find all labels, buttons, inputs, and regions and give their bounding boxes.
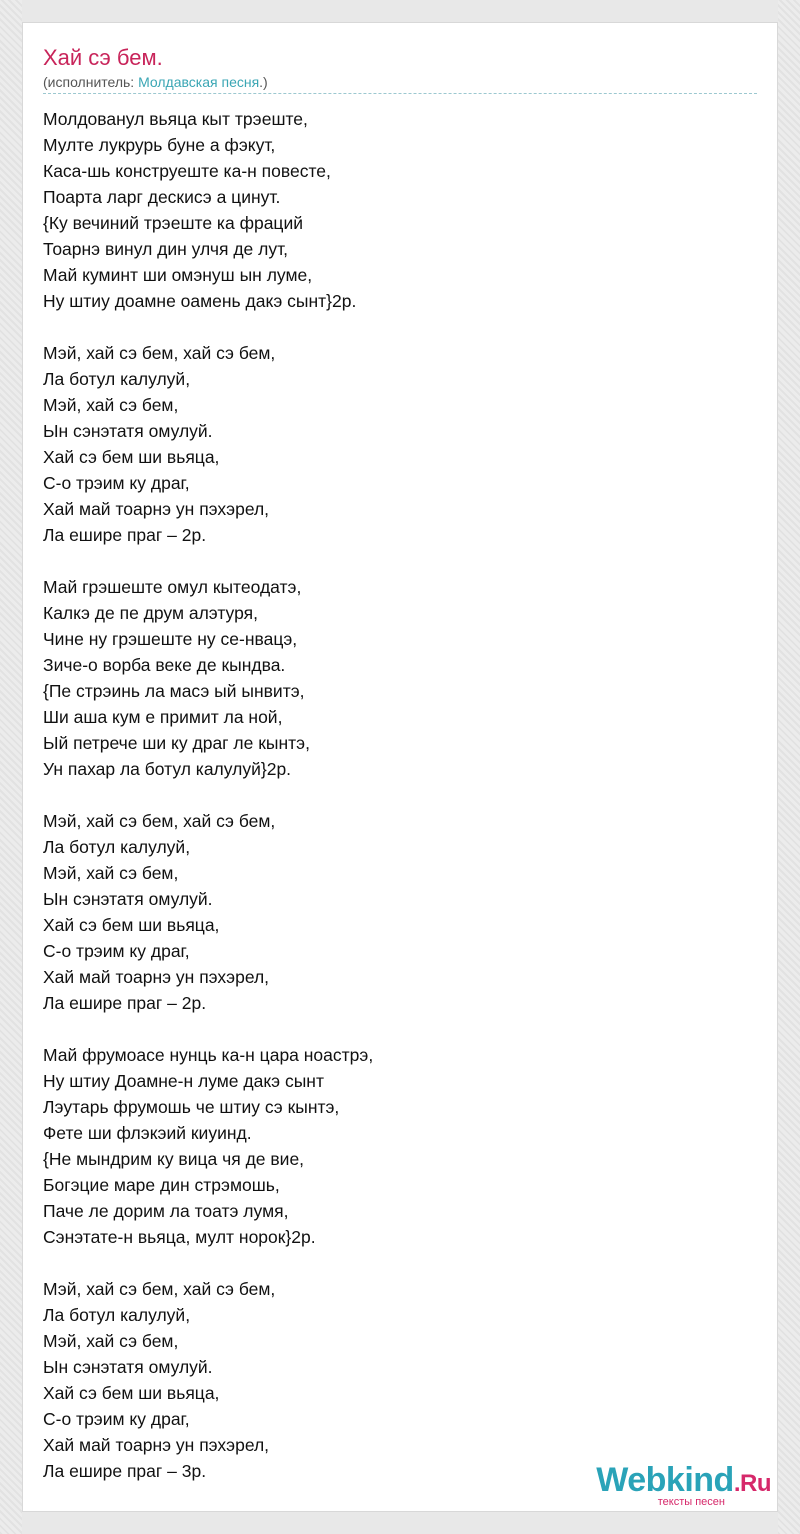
lyric-line: С-о трэим ку драг, xyxy=(43,1409,190,1429)
lyric-line: {Пе стрэинь ла масэ ый ынвитэ, xyxy=(43,681,305,701)
webkind-logo[interactable] xyxy=(571,1460,771,1510)
lyric-line: С-о трэим ку драг, xyxy=(43,941,190,961)
logo-tld: .Ru xyxy=(733,1470,771,1497)
lyric-line: Ла ешире праг – 2р. xyxy=(43,993,207,1013)
lyric-line: Ну штиу доамне оамень дакэ сынт}2р. xyxy=(43,291,357,311)
lyric-line: Ла ешире праг – 3р. xyxy=(43,1461,207,1481)
lyric-line: Ын сэнэтатя омулуй. xyxy=(43,421,213,441)
lyric-line: Паче ле дорим ла тоатэ лумя, xyxy=(43,1201,289,1221)
page-background-left xyxy=(0,0,22,1534)
lyric-line: Мэй, хай сэ бем, xyxy=(43,863,179,883)
lyric-line: Молдованул вьяца кыт трэеште, xyxy=(43,109,308,129)
lyric-line: Ын сэнэтатя омулуй. xyxy=(43,889,213,909)
lyric-line: Ун пахар ла ботул калулуй}2р. xyxy=(43,759,292,779)
stanza-gap xyxy=(43,314,743,340)
lyric-line: Лэутарь фрумошь че штиу сэ кынтэ, xyxy=(43,1097,340,1117)
song-title: Хай сэ бем. xyxy=(43,45,163,70)
lyric-line: Ла ешире праг – 2р. xyxy=(43,525,207,545)
header-divider xyxy=(43,93,757,94)
performer-prefix: (исполнитель: xyxy=(43,74,139,90)
lyric-line: Калкэ де пе друм алэтуря, xyxy=(43,603,258,623)
stanza-gap xyxy=(43,1250,743,1276)
lyric-line: Каса-шь конструеште ка-н повесте, xyxy=(43,161,331,181)
lyric-line: Хай сэ бем ши вьяца, xyxy=(43,1383,220,1403)
lyric-line: Тоарнэ винул дин улчя де лут, xyxy=(43,239,289,259)
lyric-line: Чине ну грэшеште ну се-нвацэ, xyxy=(43,629,298,649)
lyric-line: Хай сэ бем ши вьяца, xyxy=(43,915,220,935)
lyric-line: Хай май тоарнэ ун пэхэрел, xyxy=(43,499,270,519)
lyric-line: Зиче-о ворба веке де кындва. xyxy=(43,655,286,675)
artist-link[interactable]: Молдавская песня xyxy=(138,74,260,90)
performer-line xyxy=(43,73,268,91)
lyric-line: Мэй, хай сэ бем, xyxy=(43,1331,179,1351)
lyric-line: Мэй, хай сэ бем, хай сэ бем, xyxy=(43,811,276,831)
lyric-line: Фете ши флэкэий киуинд. xyxy=(43,1123,252,1143)
lyric-line: Мулте лукрурь буне а фэкут, xyxy=(43,135,276,155)
lyric-line: Поарта ларг дескисэ а цинут. xyxy=(43,187,281,207)
lyric-line: {Не мындрим ку вица чя де вие, xyxy=(43,1149,305,1169)
lyric-line: Хай май тоарнэ ун пэхэрел, xyxy=(43,1435,270,1455)
lyric-line: Мэй, хай сэ бем, xyxy=(43,395,179,415)
lyric-line: Мэй, хай сэ бем, хай сэ бем, xyxy=(43,1279,276,1299)
lyric-line: Хай сэ бем ши вьяца, xyxy=(43,447,220,467)
page-background-right xyxy=(778,0,800,1534)
lyric-line: Мэй, хай сэ бем, хай сэ бем, xyxy=(43,343,276,363)
lyric-line: С-о трэим ку драг, xyxy=(43,473,190,493)
performer-suffix: .) xyxy=(259,74,268,90)
lyric-line: Май фрумоасе нунць ка-н цара ноастрэ, xyxy=(43,1045,374,1065)
lyric-line: Ый петрече ши ку драг ле кынтэ, xyxy=(43,733,310,753)
logo-tagline: тексты песен xyxy=(657,1496,725,1508)
lyric-line: Ла ботул калулуй, xyxy=(43,837,191,857)
logo-word: Webkind xyxy=(596,1461,734,1499)
lyric-line: Ын сэнэтатя омулуй. xyxy=(43,1357,213,1377)
lyric-line: Хай май тоарнэ ун пэхэрел, xyxy=(43,967,270,987)
stanza-gap xyxy=(43,548,743,574)
lyric-line: {Ку вечиний трэеште ка фраций xyxy=(43,213,304,233)
lyrics-body xyxy=(43,106,743,1484)
lyric-line: Ла ботул калулуй, xyxy=(43,369,191,389)
lyric-line: Ну штиу Доамне-н луме дакэ сынт xyxy=(43,1071,324,1091)
lyric-line: Сэнэтате-н вьяца, мулт норок}2р. xyxy=(43,1227,316,1247)
lyric-line: Май грэшеште омул кытеодатэ, xyxy=(43,577,302,597)
lyrics-card xyxy=(22,22,778,1512)
stanza-gap xyxy=(43,782,743,808)
lyric-line: Май куминт ши омэнуш ын луме, xyxy=(43,265,313,285)
lyric-line: Ла ботул калулуй, xyxy=(43,1305,191,1325)
stanza-gap xyxy=(43,1016,743,1042)
lyric-line: Богэцие маре дин стрэмошь, xyxy=(43,1175,280,1195)
lyric-line: Ши аша кум е примит ла ной, xyxy=(43,707,283,727)
